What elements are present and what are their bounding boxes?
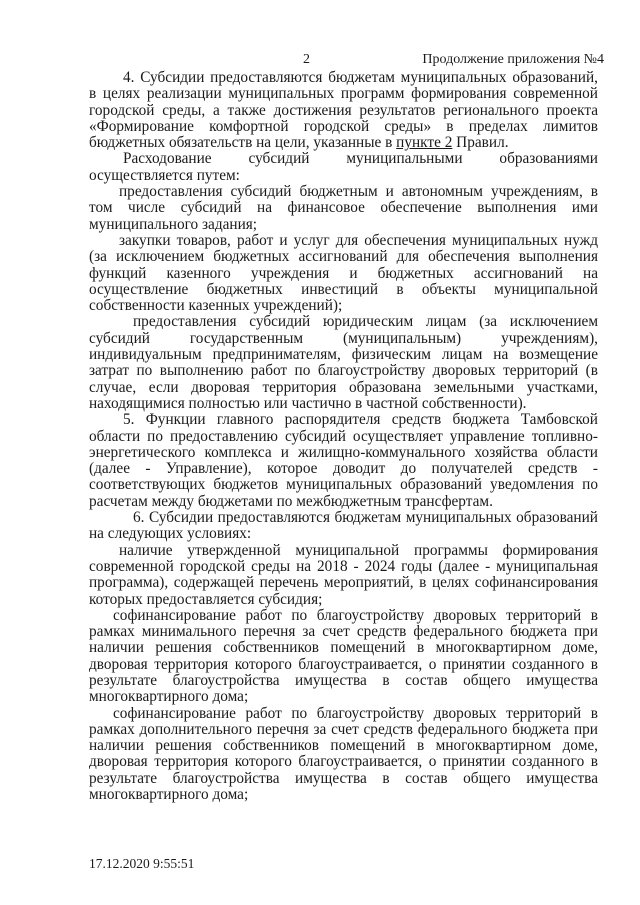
appendix-label: Продолжение приложения №4 <box>422 52 604 67</box>
timestamp: 17.12.2020 9:55:51 <box>89 856 195 871</box>
paragraph-4-end: Правил. <box>452 134 509 152</box>
paragraph-4-text: 4. Субсидии предоставляются бюджетам муниципальных образований, в целях реализации муниципальных программ формирования современной городской среды, а также достижения результатов регионального проекта «Формирование комфортной городской среды» в пределах лимитов бюджетных обязательств на цели, указанные в <box>89 69 598 152</box>
paragraph-item: предоставления субсидий бюджетным и автономным учреждениям, в том числе субсидий на финансовое обеспечение выполнения ими муниципального задания; <box>89 183 598 233</box>
paragraph-6: 6. Субсидии предоставляются бюджетам муниципальных образований на следующих условиях: <box>89 509 598 543</box>
paragraph-5: 5. Функции главного распорядителя средств бюджета Тамбовской области по предоставлению субсидий осуществляет управление топливно-энергетического комплекса и жилищно-коммунального хозяйства области (далее - Управление), которое доводит до получателей средств - соответствующих бюджетов муниципальных образований уведомления по расчетам между бюджетами по межбюджетным трансфертам. <box>89 411 598 510</box>
paragraph-item: софинансирование работ по благоустройству дворовых территорий в рамках минимального перечня за счет средств федерального бюджета при наличии решения собственников помещений в многоквартирном доме, дворовая территория которого благоустраивается, о принятии созданного в результате благоустройства имущества в состав общего имущества многоквартирного дома; <box>89 606 598 706</box>
paragraph-spending: Расходование субсидий муниципальными образованиями осуществляется путем: <box>89 150 598 184</box>
paragraph-item: наличие утвержденной муниципальной программы формирования современной городской среды на 2018 - 2024 годы (далее - муниципальная программа), содержащей перечень мероприятий, в целях софинансирования которых предоставляется субсидия; <box>89 541 598 608</box>
rule-link[interactable]: пункте 2 <box>396 134 453 152</box>
paragraph-4 <box>89 70 598 151</box>
document-body <box>89 70 598 803</box>
page-number: 2 <box>303 52 310 67</box>
paragraph-item: софинансирование работ по благоустройству дворовых территорий в рамках дополнительного перечня за счет средств федерального бюджета при наличии решения собственников помещений в многоквартирном доме, дворовая территория которого благоустраивается, о принятии созданного в результате благоустройства имущества в состав общего имущества многоквартирного дома; <box>89 704 598 804</box>
paragraph-item: закупки товаров, работ и услуг для обеспечения муниципальных нужд (за исключением бюджетных ассигнований для обеспечения выполнения функций казенного учреждения и бюджетных ассигнований на осуществление бюджетных инвестиций в объекты муниципальной собственности казенных учреждений); <box>89 231 598 315</box>
paragraph-item: предоставления субсидий юридическим лицам (за исключением субсидий государственным (муниципальным) учреждениям), индивидуальным предпринимателям, физическим лицам на возмещение затрат по выполнению работ по благоустройству дворовых территорий (в случае, если дворовая территория образована земельными участками, находящимися полностью или частично в частной собственности). <box>89 313 598 412</box>
